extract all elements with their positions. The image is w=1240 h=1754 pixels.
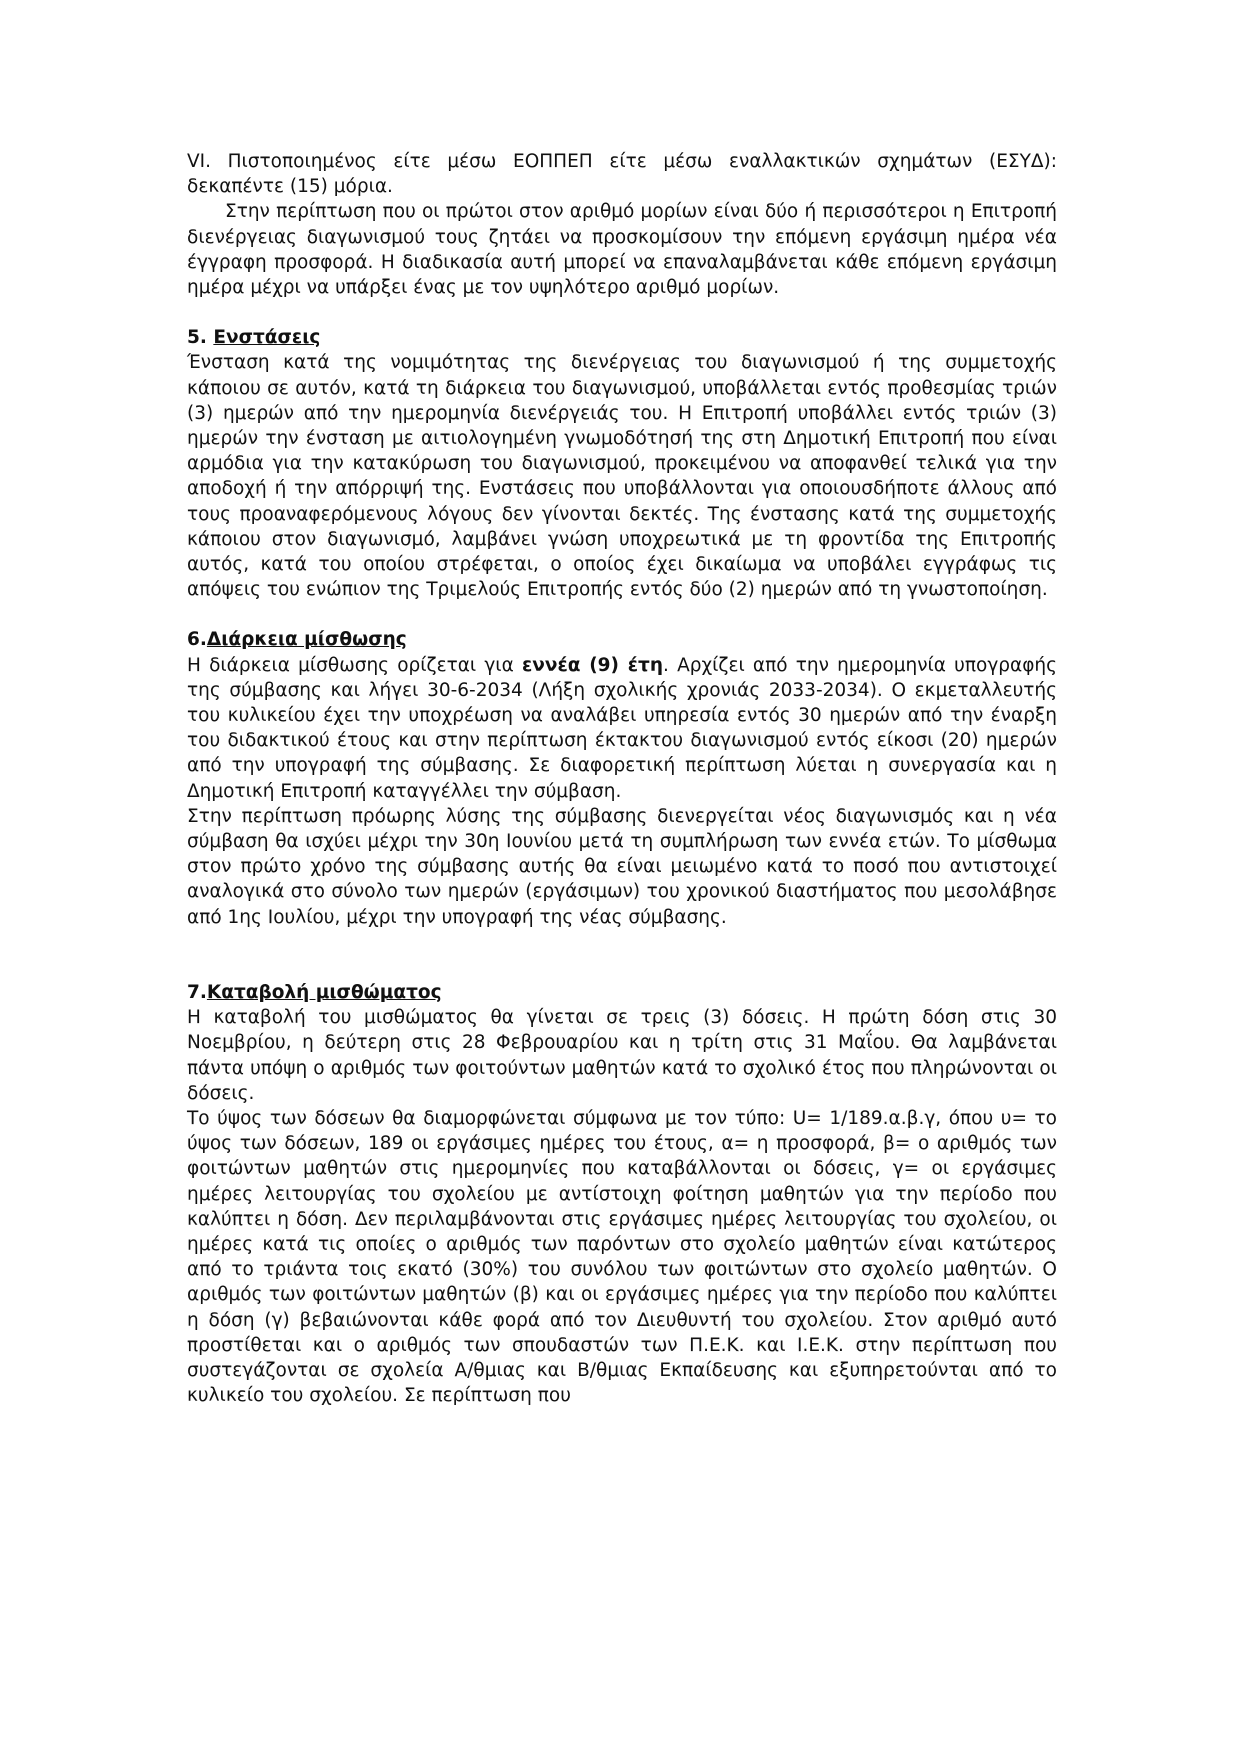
section-6-body — [187, 653, 1057, 804]
spacer — [187, 602, 1057, 627]
spacer — [187, 300, 1057, 325]
section-7-number: 7. — [187, 981, 207, 1003]
tie-break-paragraph: Στην περίπτωση που οι πρώτοι στον αριθμό μορίων είναι δύο ή περισσότεροι η Επιτροπή διενέργειας διαγωνισμού τους ζητάει να προσκομίσουν την επόμενη εργάσιμη ημέρα νέα έγγραφη προσφορά. Η διαδικασία αυτή μπορεί να επαναλαμβάνεται κάθε επόμενη εργάσιμη ημέρα μέχρι να υπάρξει ένας με τον υψηλότερο αριθμό μορίων. — [187, 201, 1057, 299]
section-7-body-2: Το ύψος των δόσεων θα διαμορφώνεται σύμφωνα με τον τύπο: U= 1/189.α.β.γ, όπου υ= το ύψος των δόσεων, 189 οι εργάσιμες ημέρες του έτους, α= η προσφορά, β= ο αριθμός των φοιτώντων μαθητών στις ημερομηνίες που καταβάλλονται οι δόσεις, γ= οι εργάσιμες ημέρες λειτουργίας του σχολείου με αντίστοιχη φοίτηση μαθητών για την περίοδο που καλύπτει η δόση. Δεν περιλαμβάνονται στις εργάσιμες ημέρες λειτουργίας του σχολείου, οι ημέρες κατά τις οποίες ο αριθμός των παρόντων στο σχολείο μαθητών είναι κατώτερος από το τριάντα τοις εκατό (30%) του συνόλου των φοιτώντων στο σχολείο μαθητών. Ο αριθμός των φοιτώντων μαθητών (β) και οι εργάσιμες ημέρες για την περίοδο που καλύπτει η δόση (γ) βεβαιώνονται κάθε φορά από τον Διευθυντή του σχολείου. Στον αριθμό αυτό προστίθεται και ο αριθμός των σπουδαστών των Π.Ε.Κ. και Ι.Ε.Κ. στην περίπτωση που συστεγάζονται σε σχολεία Α/θμιας και Β/θμιας Εκπαίδευσης και εξυπηρετούνται από το κυλικείο του σχολείου. Σε περίπτωση που — [187, 1107, 1057, 1407]
spacer — [187, 930, 1057, 980]
section-6-body-2: Στην περίπτωση πρόωρης λύσης της σύμβασης διενεργείται νέος διαγωνισμός και η νέα σύμβαση θα ισχύει μέχρι την 30η Ιουνίου μετά τη συμπλήρωση των εννέα ετών. Το μίσθωμα στον πρώτο χρόνο της σύμβασης αυτής θα είναι μειωμένο κατά το ποσό που αντιστοιχεί αναλογικά στο σύνολο των ημερών (εργάσιμων) του χρονικού διαστήματος που μεσολάβησε από 1ης Ιουλίου, μέχρι την υπογραφή της νέας σύμβασης. — [187, 805, 1057, 928]
section-7-heading — [187, 980, 1057, 1005]
section-6-heading — [187, 627, 1057, 652]
section-6-duration: εννέα (9) έτη — [521, 654, 664, 676]
section-5-number: 5. — [187, 327, 214, 349]
section-6-body-suffix: . Αρχίζει από την ημερομηνία υπογραφής της σύμβασης και λήγει 30-6-2034 (Λήξη σχολικής χρονιάς 2033-2034). Ο εκμεταλλευτής του κυλικείου έχει την υποχρέωση να αναλάβει υπηρεσία εντός 30 ημερών από την έναρξη του διδακτικού έτους και στην περίπτωση έκτακτου διαγωνισμού εντός είκοσι (20) ημερών από την υπογραφή της σύμβασης. Σε διαφορετική περίπτωση λύεται η συνεργασία και η Δημοτική Επιτροπή καταγγέλλει την σύμβαση. — [187, 654, 1057, 802]
section-7-body: Η καταβολή του μισθώματος θα γίνεται σε τρεις (3) δόσεις. Η πρώτη δόση στις 30 Νοεμβρίου, η δεύτερη στις 28 Φεβρουαρίου και η τρίτη στις 31 Μαΐου. Θα λαμβάνεται πάντα υπόψη ο αριθμός των φοιτούντων μαθητών κατά το σχολικό έτος που πληρώνονται οι δόσεις. — [187, 1007, 1057, 1104]
section-7-title: Καταβολή μισθώματος — [206, 981, 442, 1003]
criterion-vi: VI. Πιστοποιημένος είτε μέσω ΕΟΠΠΕΠ είτε μέσω εναλλακτικών σχημάτων (ΕΣΥΔ): δεκαπέντε (15) μόρια. — [187, 151, 1057, 198]
document-page — [187, 149, 1057, 1408]
section-6-number: 6. — [187, 629, 207, 651]
section-5-heading — [187, 325, 1057, 350]
section-6-title: Διάρκεια μίσθωσης — [206, 629, 407, 651]
section-6-body-prefix: Η διάρκεια μίσθωσης ορίζεται για — [187, 654, 522, 676]
section-5-title: Ενστάσεις — [213, 327, 321, 349]
section-5-body: Ένσταση κατά της νομιμότητας της διενέργειας του διαγωνισμού ή της συμμετοχής κάποιου σε αυτόν, κατά τη διάρκεια του διαγωνισμού, υποβάλλεται εντός προθεσμίας τριών (3) ημερών από την ημερομηνία διενέργειάς του. Η Επιτροπή υποβάλλει εντός τριών (3) ημερών την ένσταση με αιτιολογημένη γνωμοδότησή της στη Δημοτική Επιτροπή που είναι αρμόδια για την κατακύρωση του διαγωνισμού, προκειμένου να αποφανθεί τελικά για την αποδοχή ή την απόρριψή της. Ενστάσεις που υποβάλλονται για οποιουσδήποτε άλλους από τους προαναφερόμενους λόγους δεν γίνονται δεκτές. Της ένστασης κατά της συμμετοχής κάποιου στον διαγωνισμό, λαμβάνει γνώση υποχρεωτικά με τη φροντίδα της Επιτροπής αυτός, κατά του οποίου στρέφεται, ο οποίος έχει δικαίωμα να υποβάλει εγγράφως τις απόψεις του ενώπιον της Τριμελούς Επιτροπής εντός δύο (2) ημερών από τη γνωστοποίηση. — [187, 352, 1057, 601]
